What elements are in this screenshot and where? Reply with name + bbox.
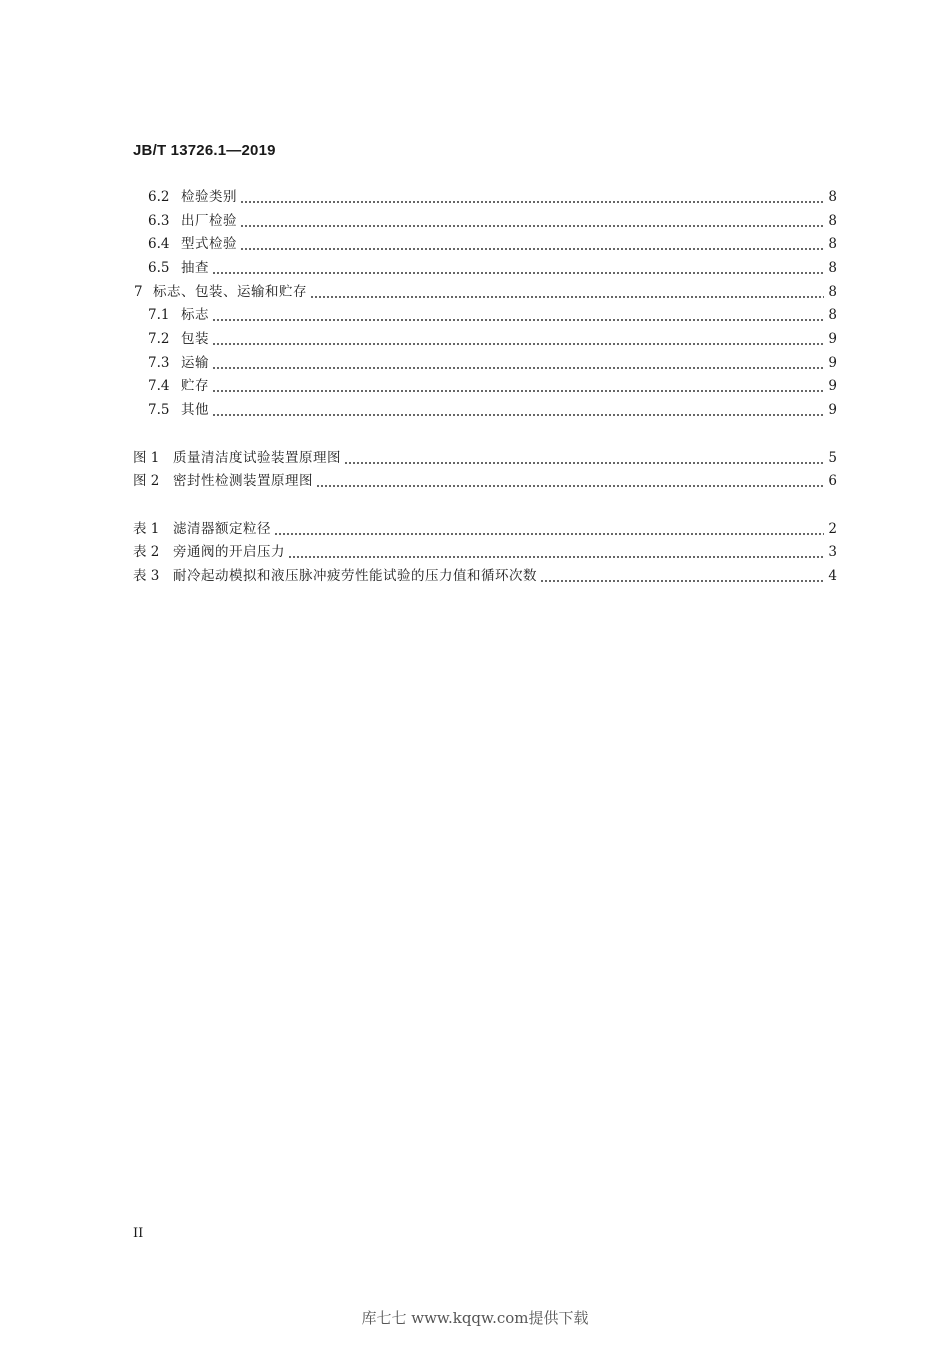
dot-leader [344, 448, 824, 468]
toc-entry-number: 7.4 [148, 378, 170, 394]
dot-leader [240, 234, 824, 254]
toc-table-2[interactable] [133, 542, 837, 562]
toc-entry-number: 表 2 [133, 544, 160, 560]
toc-entry-title: 检验类别 [181, 189, 237, 205]
toc-entry-title: 运输 [181, 355, 209, 371]
toc-entry-page: 9 [828, 378, 837, 394]
dot-leader [316, 471, 824, 491]
toc-entry-number: 6.2 [148, 189, 170, 205]
standard-number: JB/T 13726.1—2019 [133, 142, 276, 159]
dot-leader [310, 282, 824, 302]
dot-leader [274, 519, 824, 539]
toc-entry-page: 8 [828, 213, 837, 229]
toc-entry-title: 质量清洁度试验装置原理图 [173, 450, 341, 466]
toc-entry-page: 8 [828, 236, 837, 252]
dot-leader [240, 187, 824, 207]
toc-entry-number: 7.1 [148, 307, 170, 323]
toc-entry-title: 贮存 [181, 378, 209, 394]
dot-leader [212, 376, 824, 396]
toc-table-1[interactable] [133, 519, 837, 539]
toc-entry-7-1[interactable] [148, 305, 837, 325]
dot-leader [288, 542, 824, 562]
toc-entry-page: 2 [828, 521, 837, 537]
toc-entry-page: 9 [828, 402, 837, 418]
toc-entry-page: 4 [828, 568, 837, 584]
toc-entry-page: 9 [828, 331, 837, 347]
toc-entry-number: 7.5 [148, 402, 170, 418]
toc-entry-number: 表 1 [133, 521, 160, 537]
toc-entry-title: 滤清器额定粒径 [173, 521, 271, 537]
toc-entry-6-5[interactable] [148, 258, 837, 278]
toc-entry-number: 7.3 [148, 355, 170, 371]
download-watermark: 库七七 www.kqqw.com提供下载 [361, 1309, 589, 1327]
toc-entry-title: 包装 [181, 331, 209, 347]
toc-entry-page: 8 [828, 260, 837, 276]
toc-entry-number: 7.2 [148, 331, 170, 347]
toc-entry-7-4[interactable] [148, 376, 837, 396]
toc-figure-1[interactable] [133, 448, 837, 468]
toc-entry-title: 型式检验 [181, 236, 237, 252]
dot-leader [212, 400, 824, 420]
toc-entry-number: 6.4 [148, 236, 170, 252]
toc-entry-page: 6 [828, 473, 837, 489]
toc-entry-number: 表 3 [133, 568, 160, 584]
toc-entry-title: 旁通阀的开启压力 [173, 544, 285, 560]
toc-entry-page: 3 [828, 544, 837, 560]
toc-entry-title: 密封性检测装置原理图 [173, 473, 313, 489]
toc-entry-title: 抽查 [181, 260, 209, 276]
dot-leader [212, 329, 824, 349]
toc-entry-number: 6.5 [148, 260, 170, 276]
toc-entry-page: 8 [828, 284, 837, 300]
toc-entry-number: 7 [134, 284, 143, 300]
toc-entry-page: 9 [828, 355, 837, 371]
toc-figure-2[interactable] [133, 471, 837, 491]
toc-entry-6-2[interactable] [148, 187, 837, 207]
page-number: II [133, 1226, 144, 1241]
toc-entry-number: 6.3 [148, 213, 170, 229]
toc-entry-7-5[interactable] [148, 400, 837, 420]
toc-table-3[interactable] [133, 566, 837, 586]
toc-entry-page: 8 [828, 307, 837, 323]
toc-entry-page: 8 [828, 189, 837, 205]
toc-entry-title: 其他 [181, 402, 209, 418]
toc-entry-title: 标志 [181, 307, 209, 323]
toc-entry-number: 图 2 [133, 473, 160, 489]
toc-entry-title: 耐冷起动模拟和液压脉冲疲劳性能试验的压力值和循环次数 [173, 568, 537, 584]
toc-entry-6-4[interactable] [148, 234, 837, 254]
toc-entry-number: 图 1 [133, 450, 160, 466]
toc-entry-page: 5 [828, 450, 837, 466]
toc-entry-6-3[interactable] [148, 211, 837, 231]
toc-entry-7[interactable] [134, 282, 837, 302]
dot-leader [212, 305, 824, 325]
toc-entry-title: 出厂检验 [181, 213, 237, 229]
toc-entry-title: 标志、包装、运输和贮存 [153, 284, 307, 300]
dot-leader [540, 566, 824, 586]
dot-leader [212, 258, 824, 278]
dot-leader [212, 353, 824, 373]
dot-leader [240, 211, 824, 231]
toc-entry-7-2[interactable] [148, 329, 837, 349]
toc-entry-7-3[interactable] [148, 353, 837, 373]
